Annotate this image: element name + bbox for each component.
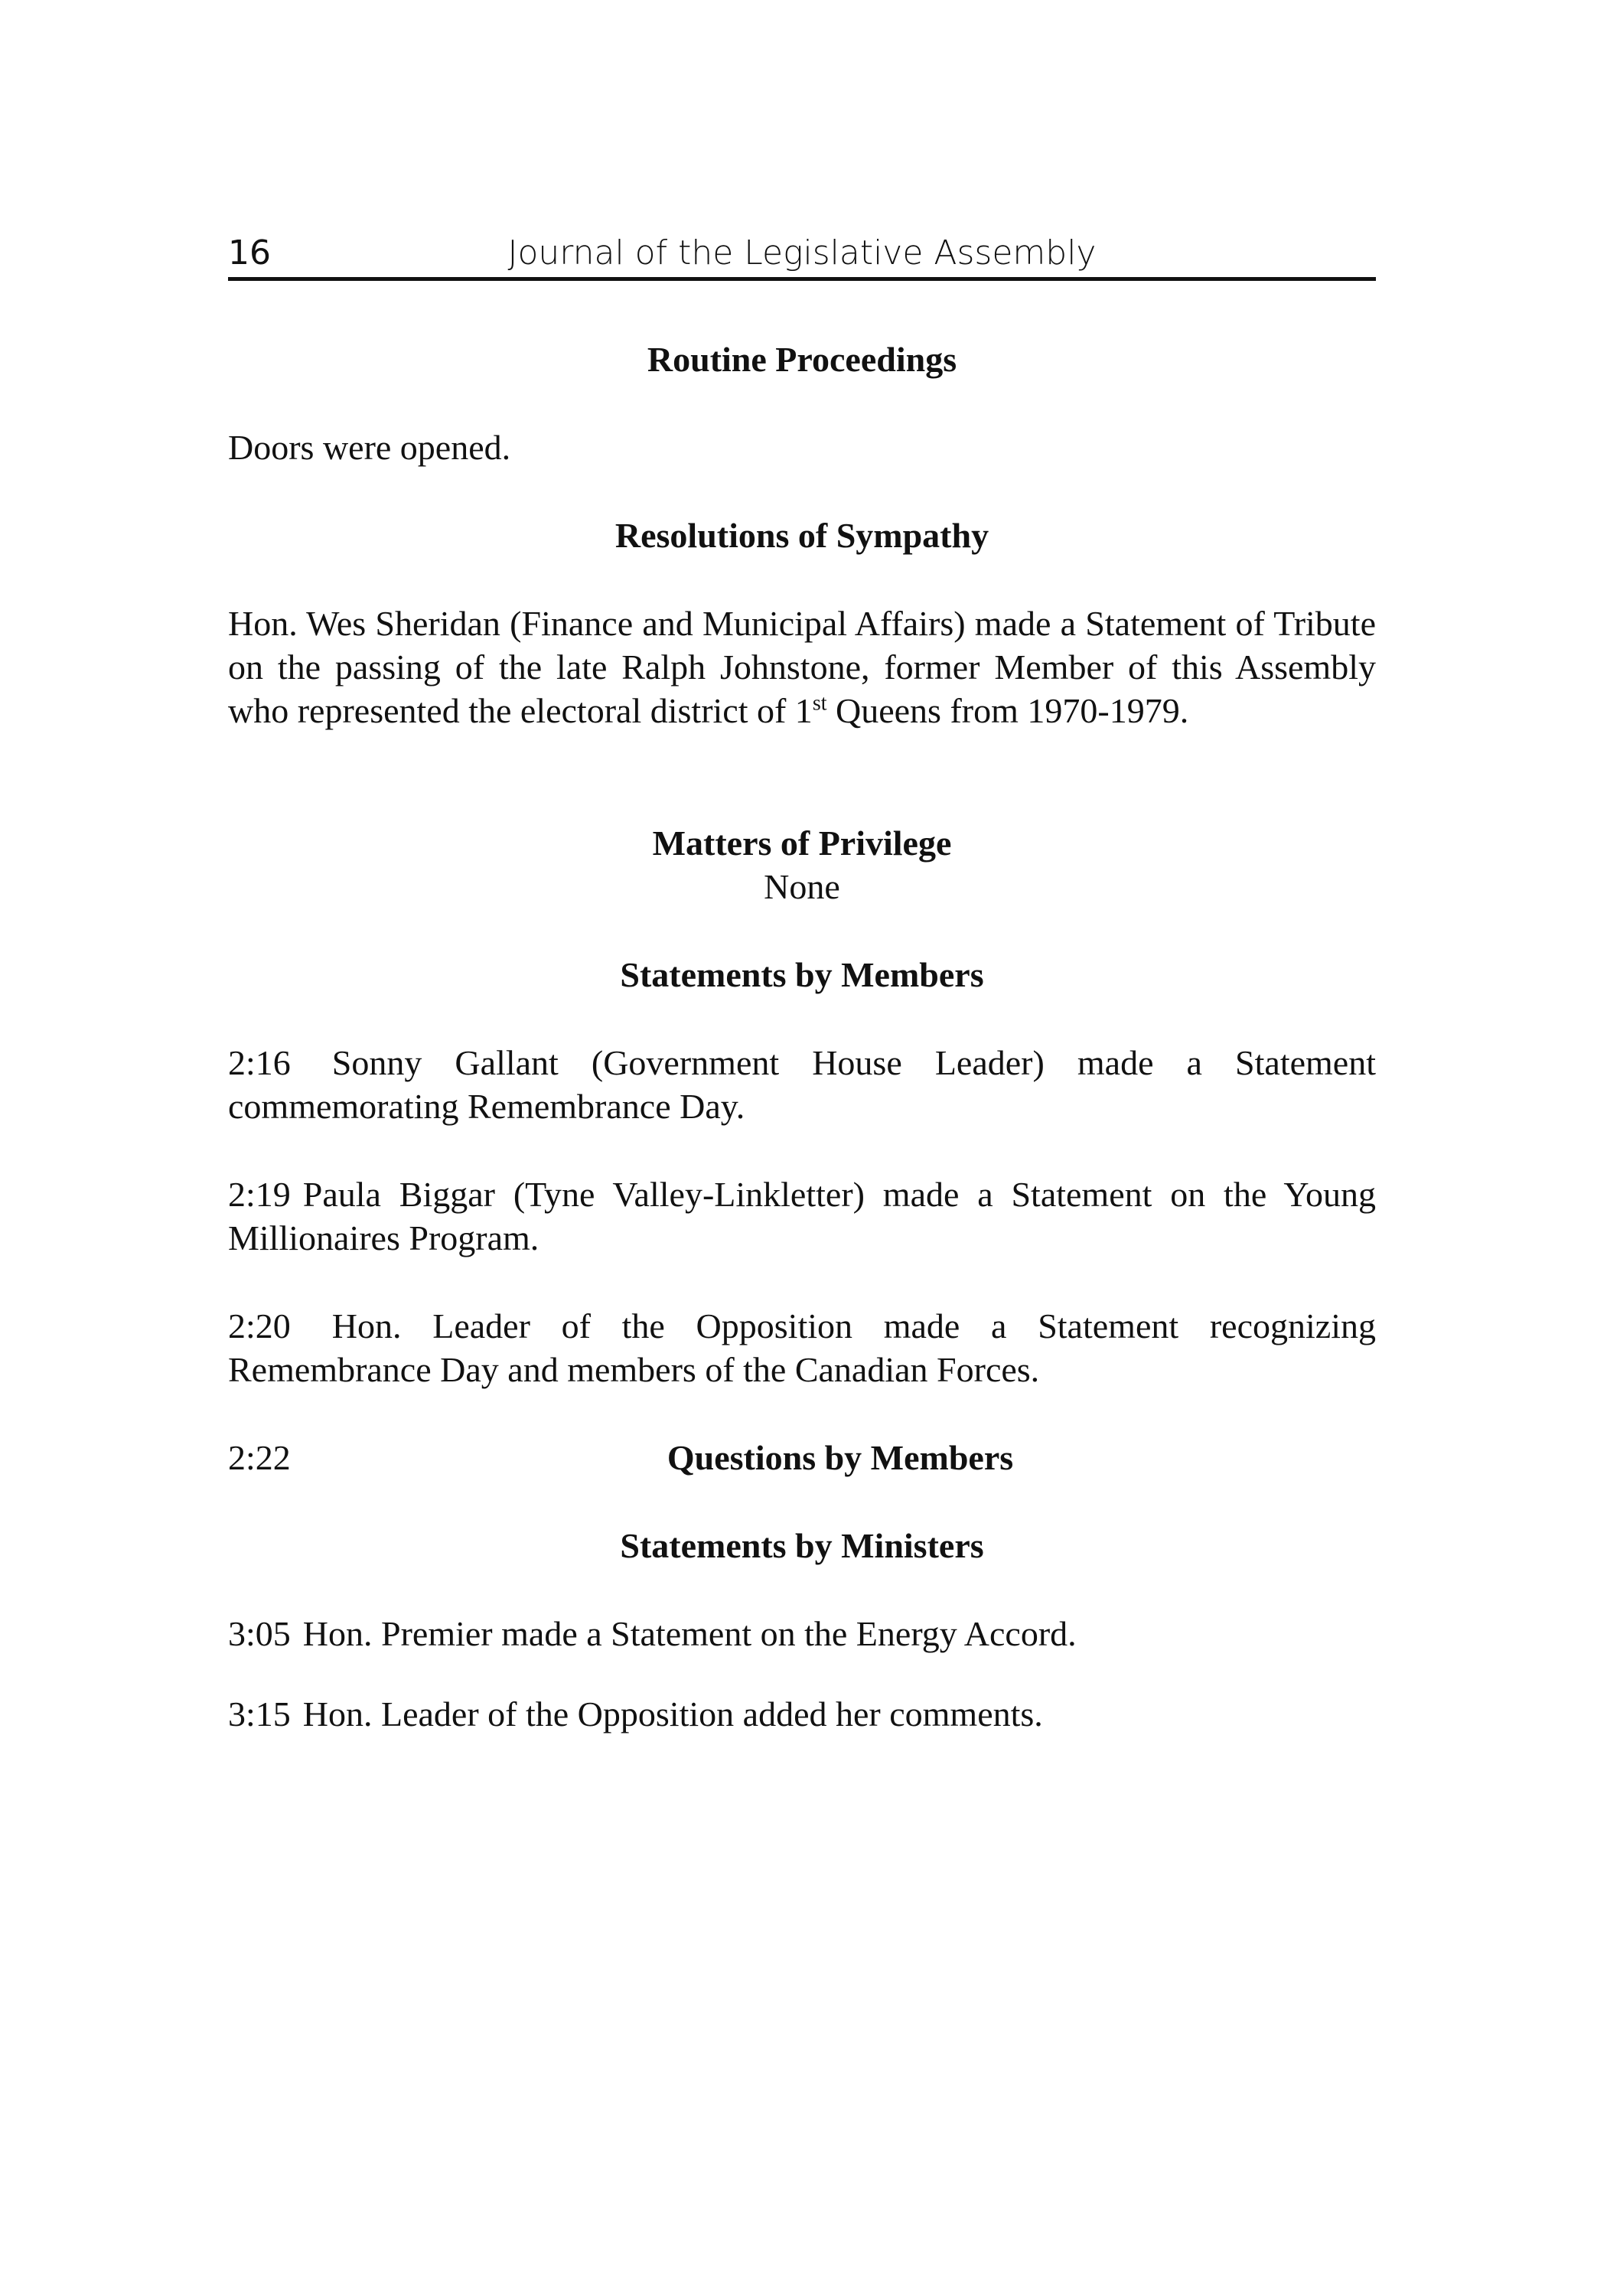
entry-text: Hon. Leader of the Opposition made a Statement recognizing Remembrance Day and members of the Canadian Forces.	[228, 1306, 1376, 1389]
tribute-text-part-1: Hon. Wes Sheridan (Finance and Municipal Affairs) made a Statement of Tribute on the passing of the late Ralph Johnstone, former Member of this Assembly who represented the electoral district of 1	[228, 604, 1376, 730]
resolutions-of-sympathy-paragraph	[228, 602, 1376, 732]
entry-time: 3:15	[228, 1694, 291, 1733]
heading-routine-proceedings: Routine Proceedings	[647, 340, 957, 379]
entry-text: Sonny Gallant (Government House Leader) made a Statement commemorating Remembrance Day.	[228, 1043, 1376, 1126]
entry-time: 3:05	[228, 1614, 291, 1653]
minister-statement-entry	[228, 1692, 1376, 1736]
member-statement-entry	[228, 1172, 1376, 1260]
heading-statements-by-members: Statements by Members	[620, 955, 984, 994]
entry-text: Hon. Leader of the Opposition added her comments.	[302, 1694, 1043, 1733]
member-statement-entry	[228, 1304, 1376, 1391]
ordinal-suffix: st	[812, 691, 827, 716]
matters-of-privilege-text: None	[764, 867, 840, 906]
entry-time: 2:20	[228, 1306, 291, 1345]
member-statement-entry	[228, 1041, 1376, 1128]
entry-time: 2:16	[228, 1043, 291, 1082]
entry-time: 2:19	[228, 1175, 291, 1214]
minister-statement-entry	[228, 1612, 1376, 1655]
entry-text: Paula Biggar (Tyne Valley-Linkletter) made a Statement on the Young Millionaires Program.	[228, 1175, 1376, 1257]
heading-matters-of-privilege: Matters of Privilege	[652, 823, 952, 863]
heading-statements-by-ministers: Statements by Ministers	[620, 1526, 984, 1565]
tribute-text-part-2: Queens from 1970-1979.	[826, 691, 1189, 730]
heading-questions-by-members: Questions by Members	[667, 1438, 1014, 1477]
routine-proceedings-text: Doors were opened.	[228, 428, 511, 467]
entry-time: 2:22	[228, 1438, 291, 1477]
entry-text: Hon. Premier made a Statement on the Energy Accord.	[302, 1614, 1077, 1653]
page-header	[228, 230, 1376, 281]
heading-resolutions-of-sympathy: Resolutions of Sympathy	[614, 516, 989, 555]
running-title: Journal of the Legislative Assembly	[507, 233, 1097, 272]
page-number: 16	[228, 233, 271, 272]
